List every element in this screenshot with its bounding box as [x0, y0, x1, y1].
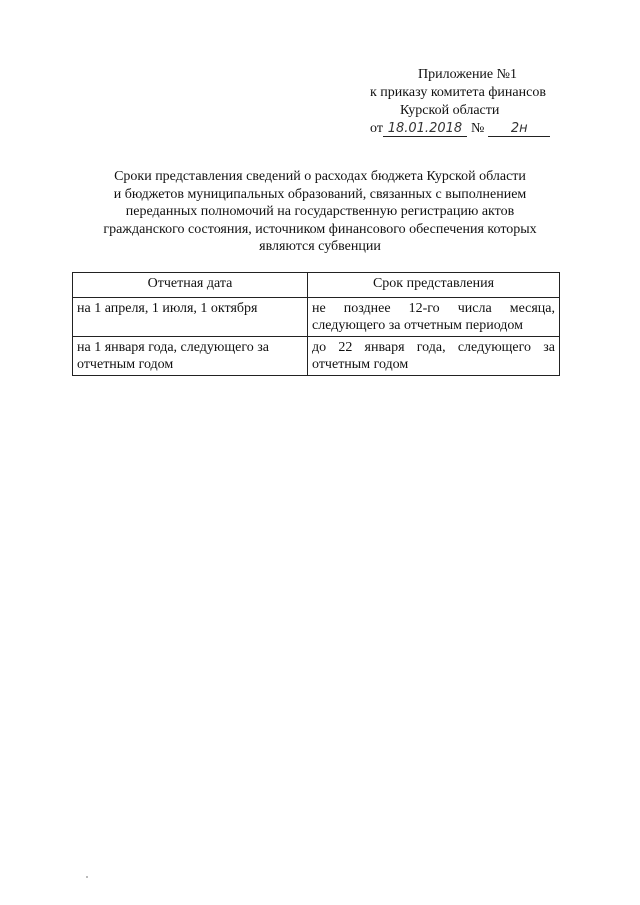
table-row: [73, 337, 560, 376]
header-reporting-date: Отчетная дата: [73, 273, 308, 298]
title-line: гражданского состояния, источником финансового обеспечения которых: [103, 221, 537, 237]
deadline-cell: не позднее 12-го числа месяца, следующего за отчетным периодом: [308, 298, 560, 337]
deadline-cell: до 22 января года, следующего за отчетным годом: [308, 337, 560, 376]
from-prefix: от: [370, 121, 383, 136]
handwritten-number: 2н: [488, 122, 550, 137]
title-line: Сроки представления сведений о расходах бюджета Курской области: [114, 169, 526, 184]
annex-order-ref: к приказу комитета финансов: [370, 85, 546, 100]
annex-region: Курской области: [400, 103, 500, 118]
reporting-date-cell: на 1 апреля, 1 июля, 1 октября: [73, 298, 308, 337]
annex-date-number: [360, 120, 580, 138]
document-title: [72, 168, 568, 256]
handwritten-date: 18.01.2018: [383, 122, 467, 137]
deadlines-table: [72, 272, 560, 376]
annex-number: Приложение №1: [418, 67, 517, 82]
title-line: являются субвенции: [259, 239, 381, 254]
header-submission-deadline: Срок представления: [308, 273, 560, 298]
table-row: [73, 298, 560, 337]
number-sign: №: [470, 121, 485, 136]
title-line: переданных полномочий на государственную регистрацию актов: [125, 204, 515, 219]
annex-header: [360, 66, 580, 138]
title-line: и бюджетов муниципальных образований, связанных с выполнением: [113, 186, 527, 202]
scan-dot: [86, 876, 88, 878]
reporting-date-cell: на 1 января года, следующего за отчетным годом: [73, 337, 308, 376]
table-header-row: [73, 273, 560, 298]
